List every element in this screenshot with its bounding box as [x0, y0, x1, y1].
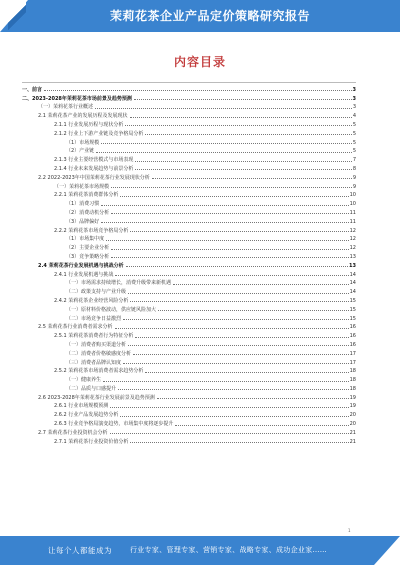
toc-leader-dots — [115, 328, 349, 329]
toc-entry-page: 13 — [349, 262, 356, 269]
toc-entry-title: 2.6 2023-2028年茉莉花茶行业发展前景及趋势预测 — [38, 394, 155, 401]
toc-entry-title: 2.1.3 行业主要经营模式与市场表现 — [54, 157, 134, 164]
toc-entry[interactable] — [22, 313, 356, 322]
toc-leader-dots — [175, 425, 348, 426]
toc-leader-dots — [130, 117, 352, 118]
toc-entry-page: 5 — [352, 121, 356, 128]
toc-entry-page: 5 — [352, 130, 356, 137]
toc-leader-dots — [145, 134, 351, 135]
toc-entry-title: （1）市场规模 — [66, 139, 100, 146]
toc-entry[interactable] — [22, 339, 356, 348]
footer-tagline: 行业专家、管理专家、营销专家、战略专家、成功企业家…… — [130, 546, 328, 554]
toc-leader-dots — [120, 416, 348, 417]
toc-entry-title: （二）市场竞争日益激烈 — [66, 315, 122, 322]
footer-corner-decoration — [374, 536, 400, 565]
toc-entry-title: 2.1.2 行业上下游产业链及竞争格局分析 — [54, 130, 144, 137]
toc-entry[interactable] — [22, 146, 356, 155]
toc-leader-dots — [135, 337, 348, 338]
toc-entry-title: 2.1.4 行业未来发展趋势与前景分析 — [54, 165, 134, 172]
toc-leader-dots — [101, 143, 352, 144]
page-number: 1 — [348, 528, 351, 533]
toc-entry[interactable] — [22, 401, 356, 410]
toc-entry-title: （一）茉莉花茶市场规模 — [54, 183, 110, 190]
toc-entry[interactable] — [22, 119, 356, 128]
toc-entry-title: 2.2.2 茉莉花茶市场竞争格局分析 — [54, 227, 129, 234]
toc-entry-page: 16 — [349, 341, 356, 348]
toc-entry[interactable] — [22, 128, 356, 137]
toc-entry-title: （二）品质与口感提升 — [66, 385, 117, 392]
toc-entry[interactable] — [22, 436, 356, 445]
toc-entry-title: （二）消费者价格敏感度分析 — [66, 350, 132, 357]
toc-entry[interactable] — [22, 286, 356, 295]
toc-entry-page: 3 — [352, 95, 356, 102]
toc-entry[interactable] — [22, 383, 356, 392]
toc-leader-dots — [123, 319, 349, 320]
toc-top-divider — [22, 82, 356, 83]
toc-entry-title: 2.4.2 茉莉花茶企业经营风险分析 — [54, 297, 129, 304]
toc-leader-dots — [158, 310, 349, 311]
toc-entry-title: 2.1 茉莉花茶产业的发展历程及发展现状 — [38, 113, 128, 120]
toc-entry-page: 15 — [349, 297, 356, 304]
toc-entry-title: 2.5.2 茉莉花茶市场消费者需求趋势分析 — [54, 368, 144, 375]
toc-entry-title: （一）茉莉花茶行业概述 — [38, 104, 94, 111]
toc-entry-title: （2）产业链 — [66, 148, 95, 155]
toc-entry-page: 3 — [352, 104, 356, 111]
toc-entry-page: 8 — [352, 165, 356, 172]
toc-leader-dots — [110, 407, 348, 408]
toc-entry-page: 10 — [349, 192, 356, 199]
toc-entry-title: （2）消费动机分析 — [66, 209, 110, 216]
toc-entry-page: 15 — [349, 306, 356, 313]
toc-entry-page: 18 — [349, 385, 356, 392]
toc-entry-page: 4 — [352, 113, 356, 120]
toc-entry-title: 2.6.1 行业市场规模预测 — [54, 403, 109, 410]
toc-leader-dots — [111, 213, 348, 214]
toc-heading: 内容目录 — [173, 55, 226, 69]
toc-entry-title: （1）消费习惯 — [66, 201, 100, 208]
toc-leader-dots — [120, 196, 348, 197]
footer-bar — [0, 536, 400, 565]
toc-leader-dots — [101, 222, 348, 223]
toc-entry[interactable] — [22, 278, 356, 287]
toc-leader-dots — [130, 442, 348, 443]
toc-entry-title: 2.7.1 茉莉花茶行业投资价值分析 — [54, 438, 129, 445]
footer-slogan: 让每个人都能成为 — [48, 546, 112, 555]
toc-entry-page: 18 — [349, 377, 356, 384]
toc-entry-page: 10 — [349, 201, 356, 208]
toc-entry[interactable] — [22, 322, 356, 331]
toc-entry-page: 19 — [349, 394, 356, 401]
toc-entry[interactable] — [22, 348, 356, 357]
toc-entry-page: 14 — [349, 271, 356, 278]
toc-entry[interactable] — [22, 357, 356, 366]
toc-entry-title: （1）市场集中度 — [66, 236, 105, 243]
toc-entry-page: 12 — [349, 236, 356, 243]
header-stripe-decoration — [8, 0, 26, 32]
toc-entry[interactable] — [22, 366, 356, 375]
toc-entry-page: 11 — [349, 218, 356, 225]
toc-entry-page: 21 — [349, 438, 356, 445]
table-of-contents — [22, 84, 356, 445]
toc-entry-title: （一）健康养生 — [66, 377, 102, 384]
toc-entry-page: 12 — [349, 245, 356, 252]
toc-leader-dots — [123, 363, 349, 364]
toc-entry-page: 19 — [349, 403, 356, 410]
toc-entry-page: 11 — [349, 209, 356, 216]
toc-entry-title: 二、2023-2028年茉莉花茶市场前景及趋势预测 — [22, 95, 132, 102]
toc-entry[interactable] — [22, 84, 356, 93]
toc-leader-dots — [44, 90, 352, 91]
toc-entry[interactable] — [22, 269, 356, 278]
toc-leader-dots — [103, 381, 349, 382]
toc-leader-dots — [101, 205, 348, 206]
toc-entry-page: 16 — [349, 333, 356, 340]
toc-entry-page: 13 — [349, 253, 356, 260]
toc-entry-title: （一）市场需求持续增长，消费升级带来新机遇 — [66, 280, 172, 287]
toc-leader-dots — [152, 178, 352, 179]
toc-entry-page: 7 — [352, 157, 356, 164]
toc-entry-page: 9 — [352, 183, 356, 190]
toc-leader-dots — [135, 169, 351, 170]
toc-entry-title: 2.1.1 行业发展历程与现状分析 — [54, 121, 124, 128]
toc-leader-dots — [111, 257, 348, 258]
toc-leader-dots — [126, 266, 348, 267]
toc-leader-dots — [173, 284, 349, 285]
toc-entry-title: （三）消费者品牌认知度 — [66, 359, 122, 366]
toc-leader-dots — [128, 293, 349, 294]
toc-entry[interactable] — [22, 207, 356, 216]
toc-entry-page: 17 — [349, 350, 356, 357]
toc-entry-page: 12 — [349, 227, 356, 234]
toc-leader-dots — [118, 389, 349, 390]
toc-entry[interactable] — [22, 374, 356, 383]
toc-entry-title: 2.4.1 行业发展机遇与挑战 — [54, 271, 114, 278]
toc-entry[interactable] — [22, 260, 356, 269]
toc-entry[interactable] — [22, 190, 356, 199]
toc-leader-dots — [135, 161, 351, 162]
toc-leader-dots — [106, 240, 348, 241]
toc-entry[interactable] — [22, 198, 356, 207]
toc-leader-dots — [95, 108, 352, 109]
toc-entry-page: 14 — [349, 280, 356, 287]
toc-entry[interactable] — [22, 409, 356, 418]
toc-entry-page: 20 — [349, 421, 356, 428]
toc-leader-dots — [110, 433, 349, 434]
toc-entry-title: 2.5.1 茉莉花茶消费者行为特征分析 — [54, 333, 134, 340]
toc-entry[interactable] — [22, 234, 356, 243]
toc-entry-title: （3）竞争策略分析 — [66, 253, 110, 260]
toc-entry-page: 21 — [349, 429, 356, 436]
toc-entry[interactable] — [22, 225, 356, 234]
toc-leader-dots — [145, 372, 348, 373]
toc-entry-page: 20 — [349, 412, 356, 419]
toc-entry[interactable] — [22, 330, 356, 339]
toc-leader-dots — [96, 152, 352, 153]
toc-entry-page: 3 — [352, 86, 356, 93]
toc-entry-title: （3）品牌偏好 — [66, 218, 100, 225]
toc-entry[interactable] — [22, 102, 356, 111]
toc-leader-dots — [130, 301, 348, 302]
toc-leader-dots — [111, 249, 348, 250]
toc-entry[interactable] — [22, 137, 356, 146]
toc-entry-title: 2.6.3 行业竞争格局演变趋势，市场集中度将逐步提升 — [54, 421, 174, 428]
toc-leader-dots — [115, 275, 348, 276]
toc-leader-dots — [111, 187, 352, 188]
toc-entry-page: 15 — [349, 315, 356, 322]
toc-leader-dots — [130, 231, 348, 232]
toc-entry[interactable] — [22, 251, 356, 260]
toc-entry-title: 2.5 茉莉花茶行业消费者需求分析 — [38, 324, 113, 331]
toc-entry[interactable] — [22, 93, 356, 102]
toc-entry[interactable] — [22, 216, 356, 225]
toc-entry-title: （一）原材料价格波动，供应链风险加大 — [66, 306, 157, 313]
toc-entry-title: （二）政策支持与产业升级 — [66, 289, 127, 296]
toc-leader-dots — [125, 125, 351, 126]
toc-entry[interactable] — [22, 304, 356, 313]
toc-entry-page: 5 — [352, 139, 356, 146]
toc-entry-title: 2.7 茉莉花茶行业投资机会分析 — [38, 429, 108, 436]
toc-entry[interactable] — [22, 418, 356, 427]
toc-entry-title: 2.6.2 行业产品发展趋势分析 — [54, 412, 119, 419]
toc-leader-dots — [157, 398, 349, 399]
toc-leader-dots — [134, 99, 352, 100]
toc-entry[interactable] — [22, 154, 356, 163]
toc-entry[interactable] — [22, 110, 356, 119]
toc-leader-dots — [128, 345, 349, 346]
toc-entry[interactable] — [22, 163, 356, 172]
toc-entry[interactable] — [22, 181, 356, 190]
toc-entry[interactable] — [22, 427, 356, 436]
toc-entry-page: 17 — [349, 359, 356, 366]
toc-entry[interactable] — [22, 242, 356, 251]
toc-entry-page: 18 — [349, 368, 356, 375]
header-bar — [0, 0, 400, 32]
toc-entry[interactable] — [22, 392, 356, 401]
toc-entry-title: 2.2.1 茉莉花茶消费群体分析 — [54, 192, 119, 199]
toc-entry-title: 2.4 茉莉花茶行业发展机遇与挑战分析 — [38, 262, 124, 269]
toc-entry-page: 16 — [349, 324, 356, 331]
toc-entry-title: 一、前言 — [22, 86, 43, 93]
toc-entry-page: 9 — [352, 174, 356, 181]
document-title: 茉莉花茶企业产品定价策略研究报告 — [109, 9, 310, 23]
toc-entry[interactable] — [22, 295, 356, 304]
toc-leader-dots — [133, 354, 349, 355]
toc-entry-title: 2.2 2022-2023年中国茉莉花茶行业发展现状分析 — [38, 174, 150, 181]
toc-entry-title: （一）消费者购买渠道分析 — [66, 341, 127, 348]
toc-entry[interactable] — [22, 172, 356, 181]
toc-entry-page: 14 — [349, 289, 356, 296]
toc-entry-title: （2）主要企业分析 — [66, 245, 110, 252]
toc-entry-page: 5 — [352, 148, 356, 155]
